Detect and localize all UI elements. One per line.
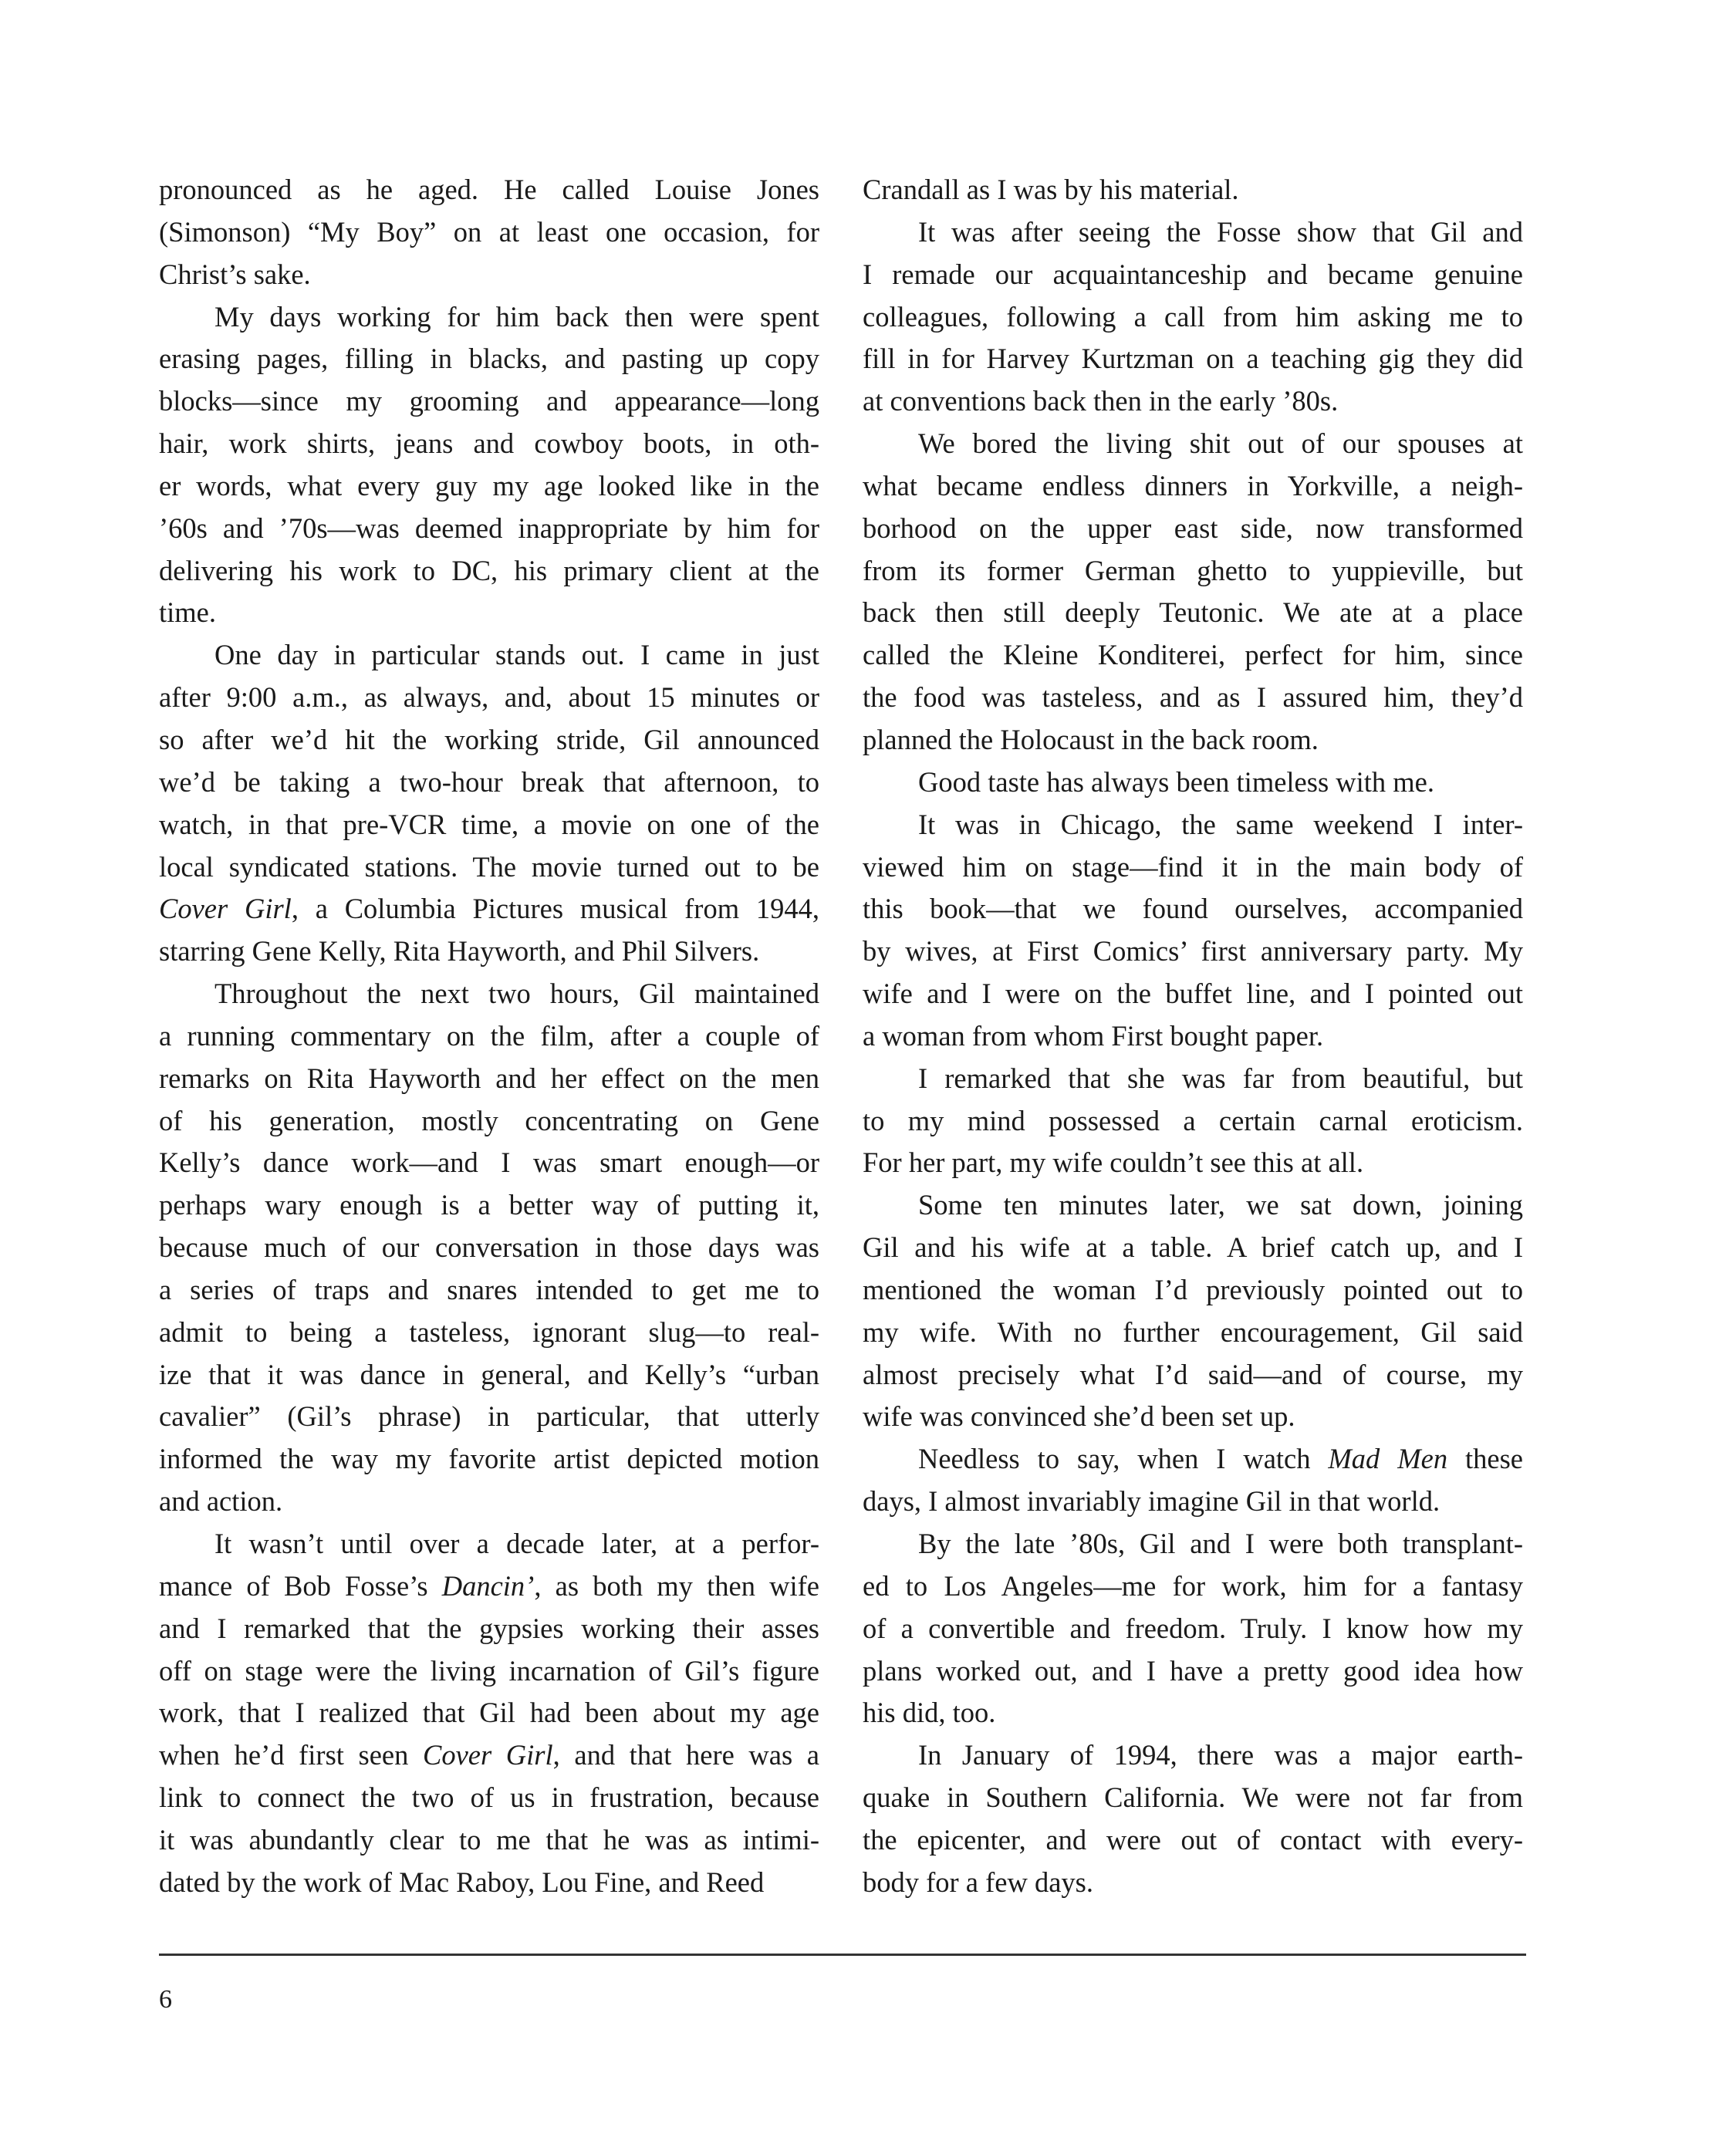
text-line: back then still deeply Teutonic. We ate at a place — [863, 596, 1523, 629]
text-column-left — [159, 169, 819, 1904]
footer-rule — [159, 1954, 1526, 1956]
text-line: dated by the work of Mac Raboy, Lou Fine, and Reed — [159, 1866, 765, 1898]
text-line: link to connect the two of us in frustration, because — [159, 1781, 819, 1814]
text-line: of a convertible and freedom. Truly. I know how my — [863, 1612, 1523, 1644]
paragraph — [159, 973, 819, 1523]
text-line: For her part, my wife couldn’t see this at all. — [863, 1146, 1364, 1179]
text-line: work, that I realized that Gil had been about my age — [159, 1697, 819, 1729]
text-line: his did, too. — [863, 1697, 996, 1729]
paragraph — [863, 211, 1523, 423]
text-line: by wives, at First Comics’ first anniversary party. My — [863, 935, 1523, 968]
text-line: By the late ’80s, Gil and I were both transplant- — [918, 1528, 1523, 1559]
text-line: watch, in that pre-VCR time, a movie on one of the — [159, 808, 819, 840]
text-line: cavalier” (Gil’s phrase) in particular, that utterly — [159, 1400, 819, 1433]
text-line: a woman from whom First bought paper. — [863, 1019, 1324, 1052]
text-line: local syndicated stations. The movie turned out to be — [159, 850, 819, 883]
text-line: ize that it was dance in general, and Kelly’s “urban — [159, 1358, 819, 1390]
text-segment: these — [1447, 1443, 1524, 1475]
text-line: because much of our conversation in those days was — [159, 1231, 819, 1264]
text-line: and action. — [159, 1485, 283, 1518]
text-line: delivering his work to DC, his primary client at the — [159, 554, 819, 586]
text-segment: mance of Bob Fosse’s — [159, 1569, 442, 1602]
text-line: starring Gene Kelly, Rita Hayworth, and Phil Silvers. — [159, 935, 760, 968]
text-line: so after we’d hit the working stride, Gil announced — [159, 723, 819, 755]
text-line: from its former German ghetto to yuppieville, but — [863, 554, 1523, 586]
text-line — [159, 888, 819, 930]
text-line: It wasn’t until over a decade later, at a perfor- — [214, 1528, 819, 1559]
text-line: it was abundantly clear to me that he was as intimi- — [159, 1823, 819, 1856]
text-line: It was in Chicago, the same weekend I inter- — [918, 808, 1523, 840]
text-line: My days working for him back then were spent — [214, 300, 819, 333]
italic-title: Cover Girl — [422, 1739, 553, 1771]
text-line: hair, work shirts, jeans and cowboy boots, in oth- — [159, 427, 819, 460]
text-line: off on stage were the living incarnation of Gil’s figure — [159, 1654, 819, 1687]
text-line: plans worked out, and I have a pretty good idea how — [863, 1654, 1523, 1687]
text-line: wife was convinced she’d been set up. — [863, 1400, 1295, 1433]
text-line: informed the way my favorite artist depicted motion — [159, 1443, 819, 1475]
text-line: borhood on the upper east side, now transformed — [863, 512, 1523, 544]
paragraph — [863, 423, 1523, 762]
text-line: colleagues, following a call from him asking me to — [863, 300, 1523, 333]
text-segment: , and that here was a — [552, 1739, 819, 1771]
text-line: perhaps wary enough is a better way of putting it, — [159, 1189, 819, 1221]
text-line: what became endless dinners in Yorkville, a neigh- — [863, 469, 1523, 501]
text-line: we’d be taking a two-hour break that afternoon, to — [159, 765, 819, 798]
text-line: Crandall as I was by his material. — [863, 174, 1239, 205]
text-line: at conventions back then in the early ’80s. — [863, 385, 1339, 417]
text-line: We bored the living shit out of our spouses at — [918, 427, 1523, 460]
text-line: I remarked that she was far from beautiful, but — [918, 1062, 1523, 1094]
text-line: Gil and his wife at a table. A brief catch up, and I — [863, 1231, 1523, 1264]
text-line: viewed him on stage—find it in the main body of — [863, 850, 1523, 883]
italic-title: Dancin’ — [441, 1569, 535, 1602]
text-line: the epicenter, and were out of contact with every- — [863, 1823, 1523, 1856]
text-line: planned the Holocaust in the back room. — [863, 723, 1319, 755]
text-line: after 9:00 a.m., as always, and, about 15 minutes or — [159, 681, 819, 714]
text-line: body for a few days. — [863, 1866, 1094, 1898]
text-line: called the Kleine Konditerei, perfect for him, since — [863, 639, 1523, 671]
italic-title: Cover Girl — [159, 893, 292, 925]
text-segment: when he’d first seen — [159, 1739, 423, 1771]
text-column-right — [863, 169, 1523, 1904]
text-line: ed to Los Angeles—me for work, him for a fantasy — [863, 1569, 1523, 1602]
text-line: (Simonson) “My Boy” on at least one occasion, for — [159, 215, 819, 248]
text-line: One day in particular stands out. I came in just — [214, 639, 819, 671]
paragraph — [863, 762, 1523, 804]
text-line — [159, 1565, 819, 1608]
text-line: wife and I were on the buffet line, and I pointed out — [863, 978, 1523, 1010]
text-line: to my mind possessed a certain carnal eroticism. — [863, 1104, 1523, 1136]
text-line: days, I almost invariably imagine Gil in that world. — [863, 1485, 1440, 1518]
paragraph — [863, 1523, 1523, 1734]
text-line: pronounced as he aged. He called Louise Jones — [159, 174, 819, 205]
text-line: Christ’s sake. — [159, 258, 311, 290]
paragraph — [863, 169, 1523, 211]
paragraph — [159, 169, 819, 296]
text-line — [863, 1438, 1523, 1481]
text-line: Throughout the next two hours, Gil maintained — [214, 978, 819, 1010]
text-line: of his generation, mostly concentrating on Gene — [159, 1104, 819, 1136]
paragraph — [159, 634, 819, 973]
text-line: Some ten minutes later, we sat down, joining — [918, 1189, 1523, 1221]
text-line: my wife. With no further encouragement, Gil said — [863, 1315, 1523, 1348]
paragraph — [863, 1438, 1523, 1523]
text-line: I remade our acquaintanceship and became genuine — [863, 258, 1523, 290]
text-line: In January of 1994, there was a major earth- — [918, 1739, 1523, 1771]
text-line: the food was tasteless, and as I assured him, they’d — [863, 681, 1523, 714]
text-segment: , a Columbia Pictures musical from 1944, — [291, 893, 819, 925]
text-line: er words, what every guy my age looked like in the — [159, 469, 819, 501]
page-number: 6 — [159, 1985, 172, 2014]
text-line: time. — [159, 596, 216, 629]
text-line — [159, 1734, 819, 1777]
text-line: erasing pages, filling in blacks, and pasting up copy — [159, 343, 819, 375]
text-line: Good taste has always been timeless with me. — [918, 765, 1435, 798]
paragraph — [159, 1523, 819, 1904]
text-line: almost precisely what I’d said—and of course, my — [863, 1358, 1523, 1390]
text-line: ’60s and ’70s—was deemed inappropriate by him for — [159, 512, 819, 544]
text-line: a series of traps and snares intended to get me to — [159, 1273, 819, 1305]
text-line: quake in Southern California. We were not far from — [863, 1781, 1523, 1814]
text-segment: , as both my then wife — [534, 1569, 819, 1602]
paragraph — [863, 804, 1523, 1058]
text-line: blocks—since my grooming and appearance—long — [159, 385, 819, 417]
text-line: fill in for Harvey Kurtzman on a teaching gig they did — [863, 343, 1523, 375]
text-line: admit to being a tasteless, ignorant slug—to real- — [159, 1315, 819, 1348]
paragraph — [863, 1058, 1523, 1185]
text-segment: Needless to say, when I watch — [918, 1443, 1329, 1475]
text-line: Kelly’s dance work—and I was smart enough—or — [159, 1146, 819, 1179]
paragraph — [863, 1184, 1523, 1438]
italic-title: Mad Men — [1328, 1443, 1448, 1475]
paragraph — [863, 1734, 1523, 1903]
paragraph — [159, 296, 819, 635]
text-line: this book—that we found ourselves, accompanied — [863, 893, 1523, 925]
text-line: a running commentary on the film, after a couple of — [159, 1019, 819, 1052]
text-line: It was after seeing the Fosse show that Gil and — [918, 215, 1523, 248]
text-line: remarks on Rita Hayworth and her effect on the men — [159, 1062, 819, 1094]
text-line: mentioned the woman I’d previously pointed out to — [863, 1273, 1523, 1305]
text-line: and I remarked that the gypsies working their asses — [159, 1612, 819, 1644]
